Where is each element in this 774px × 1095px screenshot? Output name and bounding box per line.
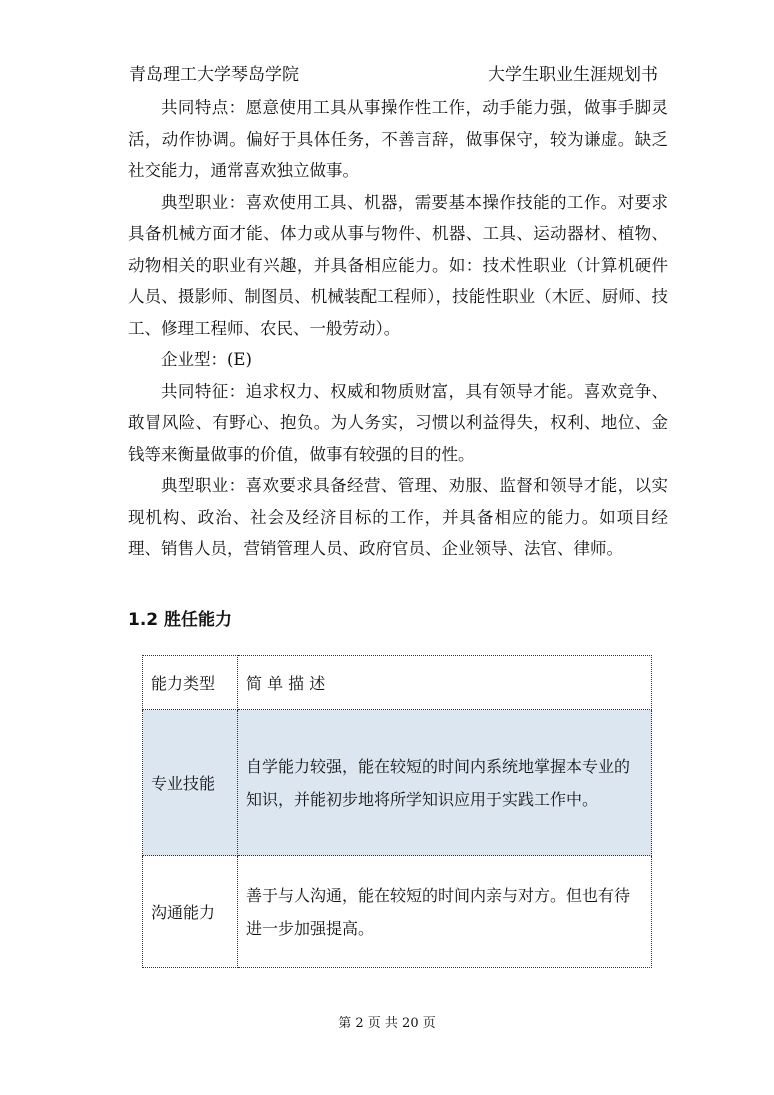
enterprise-type-heading: 企业型：(E) <box>161 350 252 369</box>
table-row <box>143 856 652 968</box>
row-desc-cell: 善于与人沟通，能在较短的时间内亲与对方。但也有待进一步加强提高。 <box>238 856 652 968</box>
row-type-cell: 沟通能力 <box>143 856 238 968</box>
page-number: 第 2 页 共 20 页 <box>338 1016 436 1031</box>
header-school: 青岛理工大学琴岛学院 <box>129 65 299 85</box>
header-doc-title: 大学生职业生涯规划书 <box>488 65 658 85</box>
paragraph-enterprise-jobs: 典型职业：喜欢要求具备经营、管理、劝服、监督和领导才能，以实现机构、政治、社会及经济目标的工作，并具备相应的能力。如项目经理、销售人员，营销管理人员、政府官员、企业领导、法官、律师。 <box>128 476 668 558</box>
row-desc-cell: 自学能力较强，能在较短的时间内系统地掌握本专业的知识，并能初步地将所学知识应用于实践工作中。 <box>238 710 652 856</box>
paragraph-typical-jobs: 典型职业：喜欢使用工具、机器，需要基本操作技能的工作。对要求具备机械方面才能、体力或从事与物件、机器、工具、运动器材、植物、动物相关的职业有兴趣，并具备相应能力。如：技术性职业（计算机硬件人员、摄影师、制图员、机械装配工程师），技能性职业（木匠、厨师、技工、修理工程师、农民、一般劳动）。 <box>128 192 668 338</box>
row-type-cell: 专业技能 <box>143 710 238 856</box>
header-cell-type: 能力类型 <box>143 656 238 710</box>
body-text <box>128 92 668 565</box>
section-title: 1.2 胜任能力 <box>128 610 233 630</box>
paragraph-common-traits: 共同特点：愿意使用工具从事操作性工作，动手能力强，做事手脚灵活，动作协调。偏好于具体任务，不善言辞，做事保守，较为谦虚。缺乏社交能力，通常喜欢独立做事。 <box>128 98 668 180</box>
paragraph-enterprise-traits: 共同特征：追求权力、权威和物质财富，具有领导才能。喜欢竞争、敢冒风险、有野心、抱负。为人务实，习惯以利益得失，权利、地位、金钱等来衡量做事的价值，做事有较强的目的性。 <box>128 381 668 464</box>
table-row <box>143 710 652 856</box>
page-header <box>129 60 658 84</box>
competency-table <box>142 655 652 968</box>
header-cell-desc: 简 单 描 述 <box>238 656 652 710</box>
table-header-row <box>143 656 652 710</box>
